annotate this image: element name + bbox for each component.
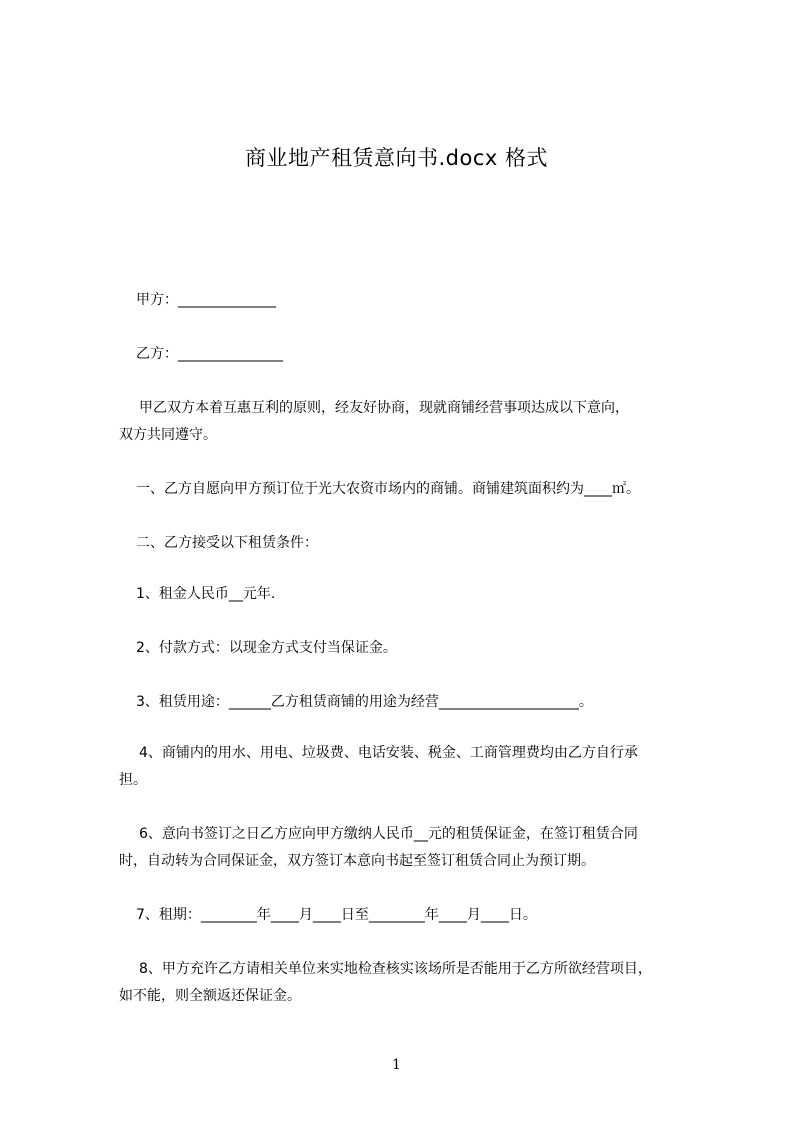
item-1: 1、租金人民币__元年. xyxy=(136,586,276,602)
party-b-line: 乙方：_______________ xyxy=(136,346,283,362)
party-a-line: 甲方：______________ xyxy=(136,292,276,308)
item-3: 3、租赁用途：______乙方租赁商铺的用途为经营____________________。 xyxy=(136,694,593,710)
clause-1: 一、乙方自愿向甲方预订位于光大农资市场内的商铺。商铺建筑面积约为____㎡。 xyxy=(136,481,640,497)
item-8-line-1: 8、甲方充许乙方请相关单位来实地检查核实该场所是否能用于乙方所欲经营项目， xyxy=(139,961,652,977)
item-2: 2、付款方式：以现金方式支付当保证金。 xyxy=(136,640,397,656)
page-number: 1 xyxy=(392,1057,401,1073)
item-6-line-2: 时，自动转为合同保证金，双方签订本意向书起至签订租赁合同止为预订期。 xyxy=(119,853,595,869)
intro-paragraph-line-2: 双方共同遵守。 xyxy=(119,427,217,443)
item-4-line-2: 担。 xyxy=(119,772,147,788)
clause-2: 二、乙方接受以下租赁条件： xyxy=(136,535,318,551)
item-8-line-2: 如不能，则全额返还保证金。 xyxy=(119,988,301,1004)
item-7: 7、租期：________年____月____日至________年____月____日。 xyxy=(136,907,537,923)
item-4-line-1: 4、商铺内的用水、用电、垃圾费、电话安装、税金、工商管理费均由乙方自行承 xyxy=(139,745,638,761)
item-6-line-1: 6、意向书签订之日乙方应向甲方缴纳人民币__元的租赁保证金，在签订租赁合同 xyxy=(139,826,638,842)
document-title: 商业地产租赁意向书.docx 格式 xyxy=(244,146,548,170)
intro-paragraph-line-1: 甲乙双方本着互惠互利的原则，经友好协商，现就商铺经营事项达成以下意向， xyxy=(139,400,629,416)
